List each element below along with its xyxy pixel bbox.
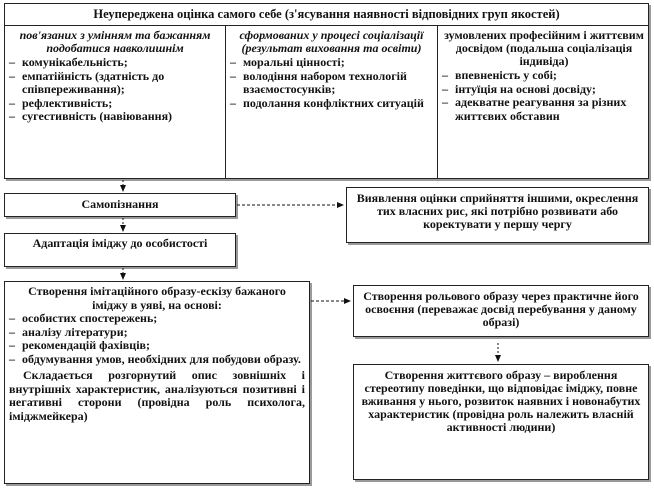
adaptation-label: Адаптація іміджу до особистості — [32, 236, 208, 250]
imitation-summary: Складається розгорнутий опис зовнішніх і внутрішніх характеристик, аналізуються позитивні і негативні сторони (провідна роль психолога, іміджмейкера) — [9, 368, 305, 423]
evaluation-label: Виявлення оцінки сприйняття іншими, окреслення тих власних рис, які потрібно розвивати або коректувати у першу чергу — [356, 191, 639, 231]
list-item: – подолання конфліктних ситуацій — [230, 97, 433, 111]
self-knowledge-label: Самопізнання — [81, 197, 159, 211]
list-item: – впевненість у собі; — [442, 69, 646, 83]
list-item: – володіння набором технологій взаємостосунків; — [230, 70, 433, 97]
list-item: – обдумування умов, необхідних для побудови образу. — [9, 353, 305, 367]
column-header-1: пов'язаних з умінням та бажанням подобатися навколишнім — [19, 28, 211, 55]
list-item: – рефлективність; — [9, 97, 221, 111]
list-item: – інтуїція на основі досвіду; — [442, 83, 646, 97]
role-image-label: Створення рольового образу через практичне його освоєння (переважає досвід перебування у даному образі) — [363, 289, 639, 329]
column-header-2: сформованих у процесі соціалізації (результат виховання та освіти) — [239, 28, 424, 55]
table-title: Неупереджена оцінка самого себе (з'ясування наявності відповідних груп якостей) — [93, 7, 560, 21]
list-item: – моральні цінності; — [230, 56, 433, 70]
list-item: – особистих спостережень; — [9, 312, 305, 326]
list-item: – рекомендацій фахівців; — [9, 339, 305, 353]
list-item: – сугестивність (навіювання) — [9, 110, 221, 124]
imitation-title: Створення імітаційного образу-ескізу бажаного іміджу в уяві, на основі: — [28, 284, 286, 312]
column-header-3: зумовлених професійним і життєвим досвідом (подальша соціалізація індивіда) — [444, 28, 644, 68]
life-image-label: Створення життєвого образу – вироблення стереотипу поведінки, що відповідає іміджу, повне вживання у нього, розвиток наявних і новонабутих характеристик (провідна роль належить власній активності людини) — [361, 368, 641, 434]
list-item: – емпатійність (здатність до співпереживання); — [9, 70, 221, 97]
list-item: – аналізу літератури; — [9, 326, 305, 340]
list-item: – комунікабельність; — [9, 56, 221, 70]
list-item: – адекватне реагування за різних життєвих обставин — [442, 96, 646, 123]
